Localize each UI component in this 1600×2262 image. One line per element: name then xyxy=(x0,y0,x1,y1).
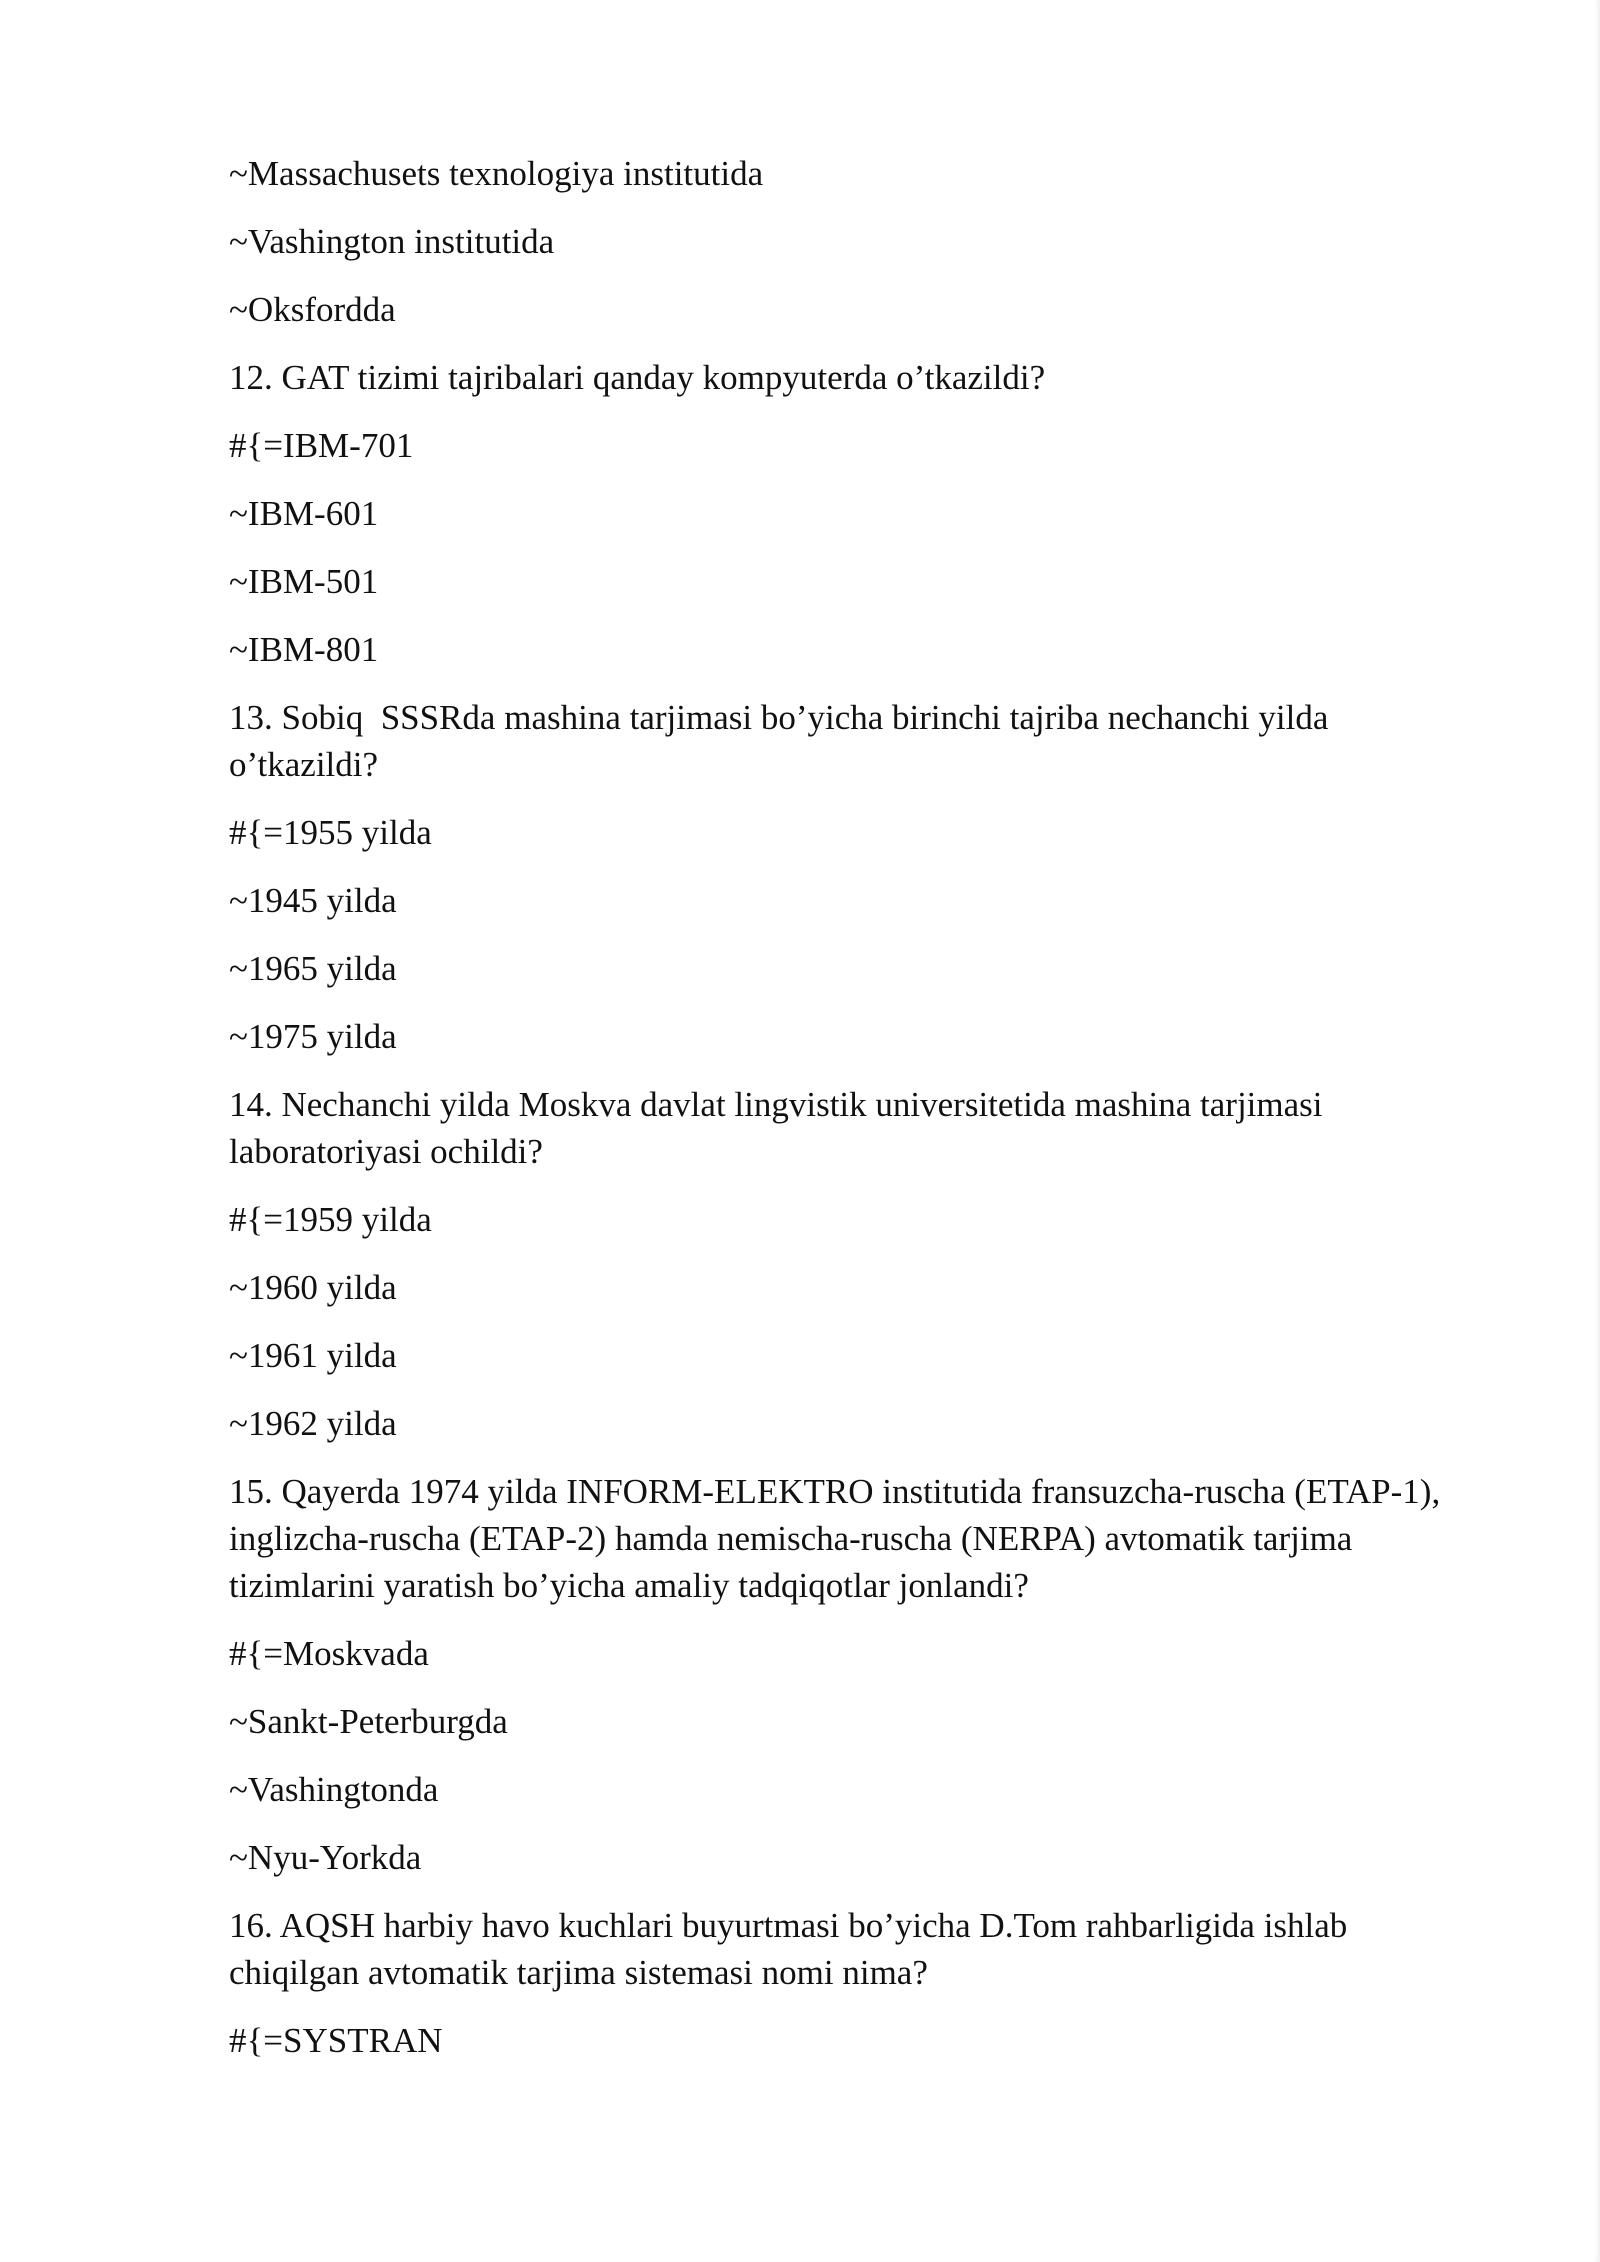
question-16: 16. AQSH harbiy havo kuchlari buyurtmasi bo’yicha D.Tom rahbarligida ishlab chiqilgan avtomatik tarjima sistemasi nomi nima? xyxy=(229,1906,1357,1992)
answer-option: ~Vashington institutida xyxy=(229,222,555,261)
answer-option: ~1945 yilda xyxy=(229,881,397,920)
answer-option: ~IBM-801 xyxy=(229,630,379,669)
answer-option: ~IBM-601 xyxy=(229,494,379,533)
correct-answer: #{=1959 yilda xyxy=(229,1200,432,1239)
answer-option: ~Vashingtonda xyxy=(229,1770,439,1809)
answer-option: ~1960 yilda xyxy=(229,1268,397,1307)
correct-answer: #{=IBM-701 xyxy=(229,426,414,465)
correct-answer: #{=SYSTRAN xyxy=(229,2021,443,2060)
correct-answer: #{=1955 yilda xyxy=(229,813,432,852)
answer-option: ~Oksfordda xyxy=(229,290,396,329)
answer-option: ~Sankt-Peterburgda xyxy=(229,1702,508,1741)
question-13: 13. Sobiq SSSRda mashina tarjimasi bo’yicha birinchi tajriba nechanchi yilda o’tkazildi? xyxy=(229,698,1338,784)
document-body xyxy=(229,150,1449,2085)
answer-option: ~IBM-501 xyxy=(229,562,379,601)
question-14: 14. Nechanchi yilda Moskva davlat lingvistik universitetida mashina tarjimasi laboratoriyasi ochildi? xyxy=(229,1085,1332,1171)
question-12: 12. GAT tizimi tajribalari qanday kompyuterda o’tkazildi? xyxy=(229,358,1046,397)
answer-option: ~1961 yilda xyxy=(229,1336,397,1375)
answer-option: ~Massachusets texnologiya institutida xyxy=(229,154,764,193)
answer-option: ~Nyu-Yorkda xyxy=(229,1838,422,1877)
question-15: 15. Qayerda 1974 yilda INFORM-ELEKTRO institutida fransuzcha-ruscha (ETAP-1), inglizcha-ruscha (ETAP-2) hamda nemischa-ruscha (NERPA) avtomatik tarjima tizimlarini yaratish bo’yicha amaliy tadqiqotlar jonlandi? xyxy=(229,1472,1449,1605)
answer-option: ~1975 yilda xyxy=(229,1017,397,1056)
correct-answer: #{=Moskvada xyxy=(229,1634,429,1673)
answer-option: ~1962 yilda xyxy=(229,1404,397,1443)
answer-option: ~1965 yilda xyxy=(229,949,397,988)
